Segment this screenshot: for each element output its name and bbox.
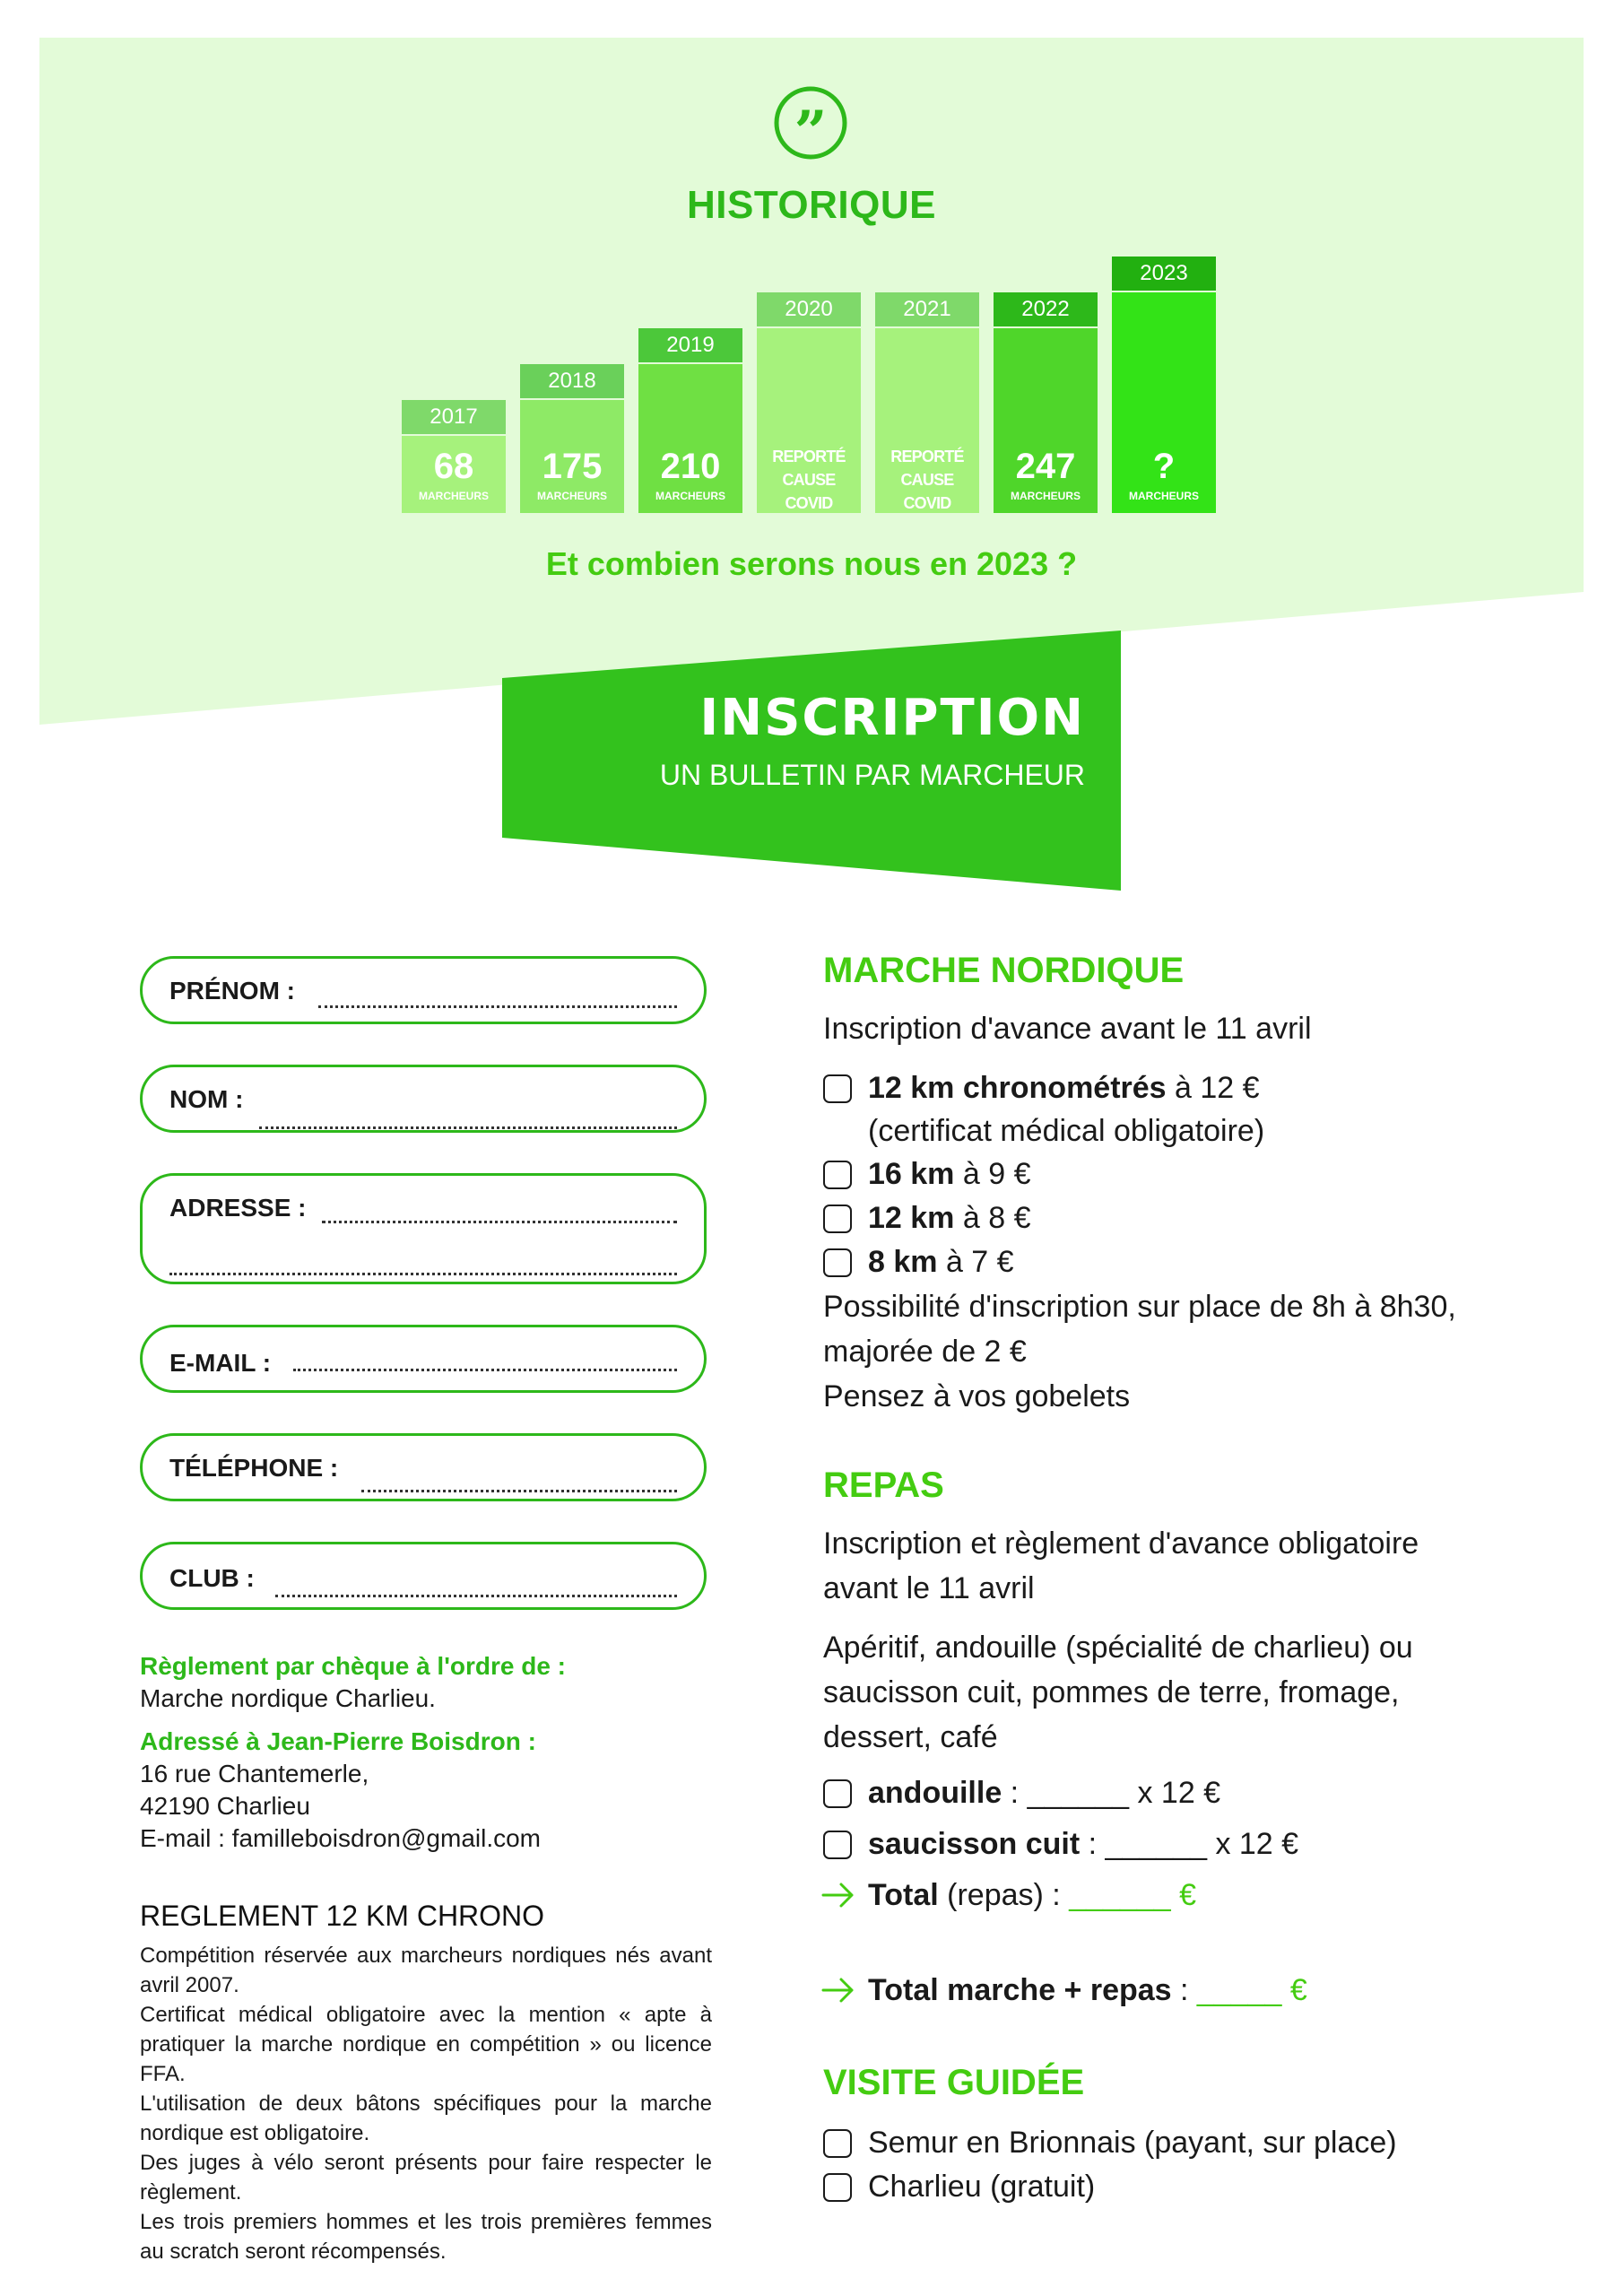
- reglement-p4: Des juges à vélo seront présents pour faire respecter le règlement.: [140, 2151, 712, 2205]
- total-blank: ______ €: [1069, 1878, 1196, 1912]
- marche-intro: Inscription d'avance avant le 11 avril: [823, 1012, 1312, 1046]
- saucisson-name: saucisson cuit: [868, 1827, 1081, 1861]
- bar-unit: MARCHEURS: [419, 490, 489, 502]
- nom-label: NOM :: [169, 1085, 244, 1113]
- svg-text:”: ”: [794, 99, 828, 161]
- bar-year: 2022: [994, 292, 1098, 326]
- option-name: 8 km: [868, 1245, 938, 1279]
- email-field[interactable]: [140, 1325, 707, 1393]
- saucisson-label: [868, 1825, 1298, 1863]
- bar-year: 2017: [402, 400, 506, 434]
- email-dotted-line: [293, 1369, 677, 1371]
- nom-dotted-line: [259, 1126, 677, 1129]
- reglement-title: REGLEMENT 12 KM CHRONO: [140, 1900, 545, 1932]
- address-line1: 16 rue Chantemerle,: [140, 1760, 369, 1787]
- email-line: E-mail : familleboisdron@gmail.com: [140, 1824, 542, 1852]
- andouille-label: [868, 1774, 1220, 1812]
- historique-title: HISTORIQUE: [686, 183, 936, 227]
- repas-intro: [823, 1521, 1558, 1611]
- checkbox-charlieu[interactable]: [823, 2173, 852, 2202]
- checkbox-12km-chrono[interactable]: [823, 1074, 852, 1103]
- arrow-right-icon: [821, 1977, 855, 2004]
- telephone-field[interactable]: [140, 1433, 707, 1501]
- bar-value: 68: [433, 447, 474, 486]
- club-dotted-line: [275, 1595, 677, 1597]
- checkbox-andouille[interactable]: [823, 1779, 852, 1808]
- option-12km-label: [868, 1199, 1030, 1237]
- checkbox-saucisson[interactable]: [823, 1831, 852, 1859]
- repas-intro-line2: avant le 11 avril: [823, 1571, 1035, 1605]
- checkbox-8km[interactable]: [823, 1248, 852, 1277]
- cheque-payee: Marche nordique Charlieu.: [140, 1684, 436, 1712]
- option-price: à 8 €: [954, 1201, 1031, 1235]
- bar-year: 2018: [520, 364, 624, 398]
- grand-total-label: [868, 1971, 1307, 2009]
- address-line2: 42190 Charlieu: [140, 1792, 310, 1820]
- adresse-field[interactable]: [140, 1173, 707, 1284]
- club-field[interactable]: [140, 1542, 707, 1610]
- club-label: CLUB :: [169, 1564, 255, 1592]
- prenom-label: PRÉNOM :: [169, 977, 295, 1004]
- option-name: 12 km: [868, 1201, 955, 1235]
- saucisson-quantity: : ______ x 12 €: [1080, 1827, 1299, 1861]
- telephone-label: TÉLÉPHONE :: [169, 1454, 339, 1482]
- prenom-field[interactable]: [140, 956, 707, 1024]
- bar-value: 175: [542, 447, 603, 486]
- bar-year: 2019: [638, 328, 742, 362]
- reglement-p3: L'utilisation de deux bâtons spécifiques pour la marche nordique est obligatoire.: [140, 2092, 712, 2145]
- option-12km-chrono-label: [868, 1069, 1260, 1107]
- adresse-dotted-line-2: [169, 1273, 677, 1275]
- bar-value: 210: [660, 447, 721, 486]
- telephone-dotted-line: [361, 1490, 677, 1492]
- repas-intro-line1: Inscription et règlement d'avance obligatoire: [823, 1526, 1419, 1561]
- marche-title: MARCHE NORDIQUE: [823, 951, 1185, 990]
- reglement-p2: Certificat médical obligatoire avec la mention « apte à pratiquer la marche nordique en compétition » ou licence FFA.: [140, 2003, 712, 2086]
- reglement-p1: Compétition réservée aux marcheurs nordiques nés avant avril 2007.: [140, 1944, 712, 1997]
- arrow-right-icon: [821, 1882, 855, 1909]
- bar-note: CAUSE COVID: [900, 471, 954, 512]
- gobelets-note: Pensez à vos gobelets: [823, 1379, 1131, 1413]
- sur-place-line1: Possibilité d'inscription sur place de 8h à 8h30,: [823, 1290, 1456, 1324]
- checkbox-16km[interactable]: [823, 1161, 852, 1189]
- certificat-note: (certificat médical obligatoire): [868, 1114, 1265, 1148]
- grand-total-blank: _____ €: [1196, 1973, 1307, 2007]
- email-label: E-MAIL :: [169, 1349, 272, 1377]
- quote-icon: [773, 85, 848, 161]
- address-heading: Adressé à Jean-Pierre Boisdron :: [140, 1727, 536, 1755]
- andouille-quantity: : ______ x 12 €: [1002, 1776, 1221, 1810]
- historique-question: Et combien serons nous en 2023 ?: [545, 545, 1078, 582]
- repas-menu-line2: saucisson cuit, pommes de terre, fromage,: [823, 1675, 1400, 1709]
- total-name: Total: [868, 1878, 939, 1912]
- prenom-dotted-line: [318, 1005, 677, 1008]
- option-8km-label: [868, 1243, 1014, 1281]
- bar-note: REPORTÉ: [772, 448, 846, 465]
- repas-menu-line1: Apéritif, andouille (spécialité de charlieu) ou: [823, 1631, 1413, 1665]
- checkbox-semur[interactable]: [823, 2129, 852, 2158]
- bar-note: REPORTÉ: [890, 448, 964, 465]
- option-16km-label: [868, 1155, 1030, 1193]
- option-price: à 9 €: [954, 1157, 1031, 1191]
- total-repas-label: [868, 1876, 1196, 1914]
- repas-title: REPAS: [823, 1465, 944, 1505]
- bar-unit: MARCHEURS: [655, 490, 725, 502]
- visite-option2-label: Charlieu (gratuit): [868, 2170, 1096, 2204]
- adresse-dotted-line-1: [322, 1221, 677, 1223]
- reglement-p5: Les trois premiers hommes et les trois premières femmes au scratch seront récompensés.: [140, 2210, 712, 2264]
- grand-total-name: Total marche + repas: [868, 1973, 1172, 2007]
- sur-place-info: [823, 1284, 1558, 1419]
- repas-menu-line3: dessert, café: [823, 1720, 998, 1754]
- option-price: à 7 €: [937, 1245, 1014, 1279]
- option-price: à 12 €: [1166, 1071, 1260, 1105]
- option-name: 16 km: [868, 1157, 955, 1191]
- bar-unit: MARCHEURS: [1129, 490, 1199, 502]
- total-rest: (repas) :: [938, 1878, 1070, 1912]
- bar-value: ?: [1152, 447, 1176, 486]
- reglement-text: [140, 1941, 712, 2266]
- inscription-subtitle: UN BULLETIN PAR MARCHEUR: [659, 759, 1085, 791]
- option-name: 12 km chronométrés: [868, 1071, 1167, 1105]
- bar-unit: MARCHEURS: [537, 490, 607, 502]
- bar-value: 247: [1015, 447, 1076, 486]
- bar-year: 2023: [1112, 257, 1216, 291]
- visite-title: VISITE GUIDÉE: [823, 2063, 1085, 2102]
- bar-unit: MARCHEURS: [1011, 490, 1081, 502]
- repas-menu: [823, 1625, 1558, 1760]
- adresse-label: ADRESSE :: [169, 1194, 307, 1222]
- inscription-title: INSCRIPTION: [699, 689, 1085, 747]
- bar-year: 2021: [875, 292, 979, 326]
- payment-info: [140, 1650, 714, 1855]
- andouille-name: andouille: [868, 1776, 1002, 1810]
- nom-field[interactable]: [140, 1065, 707, 1133]
- checkbox-12km[interactable]: [823, 1205, 852, 1233]
- sur-place-line2: majorée de 2 €: [823, 1335, 1027, 1369]
- bar-year: 2020: [757, 292, 861, 326]
- bar-note: CAUSE COVID: [782, 471, 836, 512]
- visite-option1-label: Semur en Brionnais (payant, sur place): [868, 2126, 1397, 2160]
- grand-total-rest: :: [1171, 1973, 1197, 2007]
- cheque-heading: Règlement par chèque à l'ordre de :: [140, 1652, 567, 1680]
